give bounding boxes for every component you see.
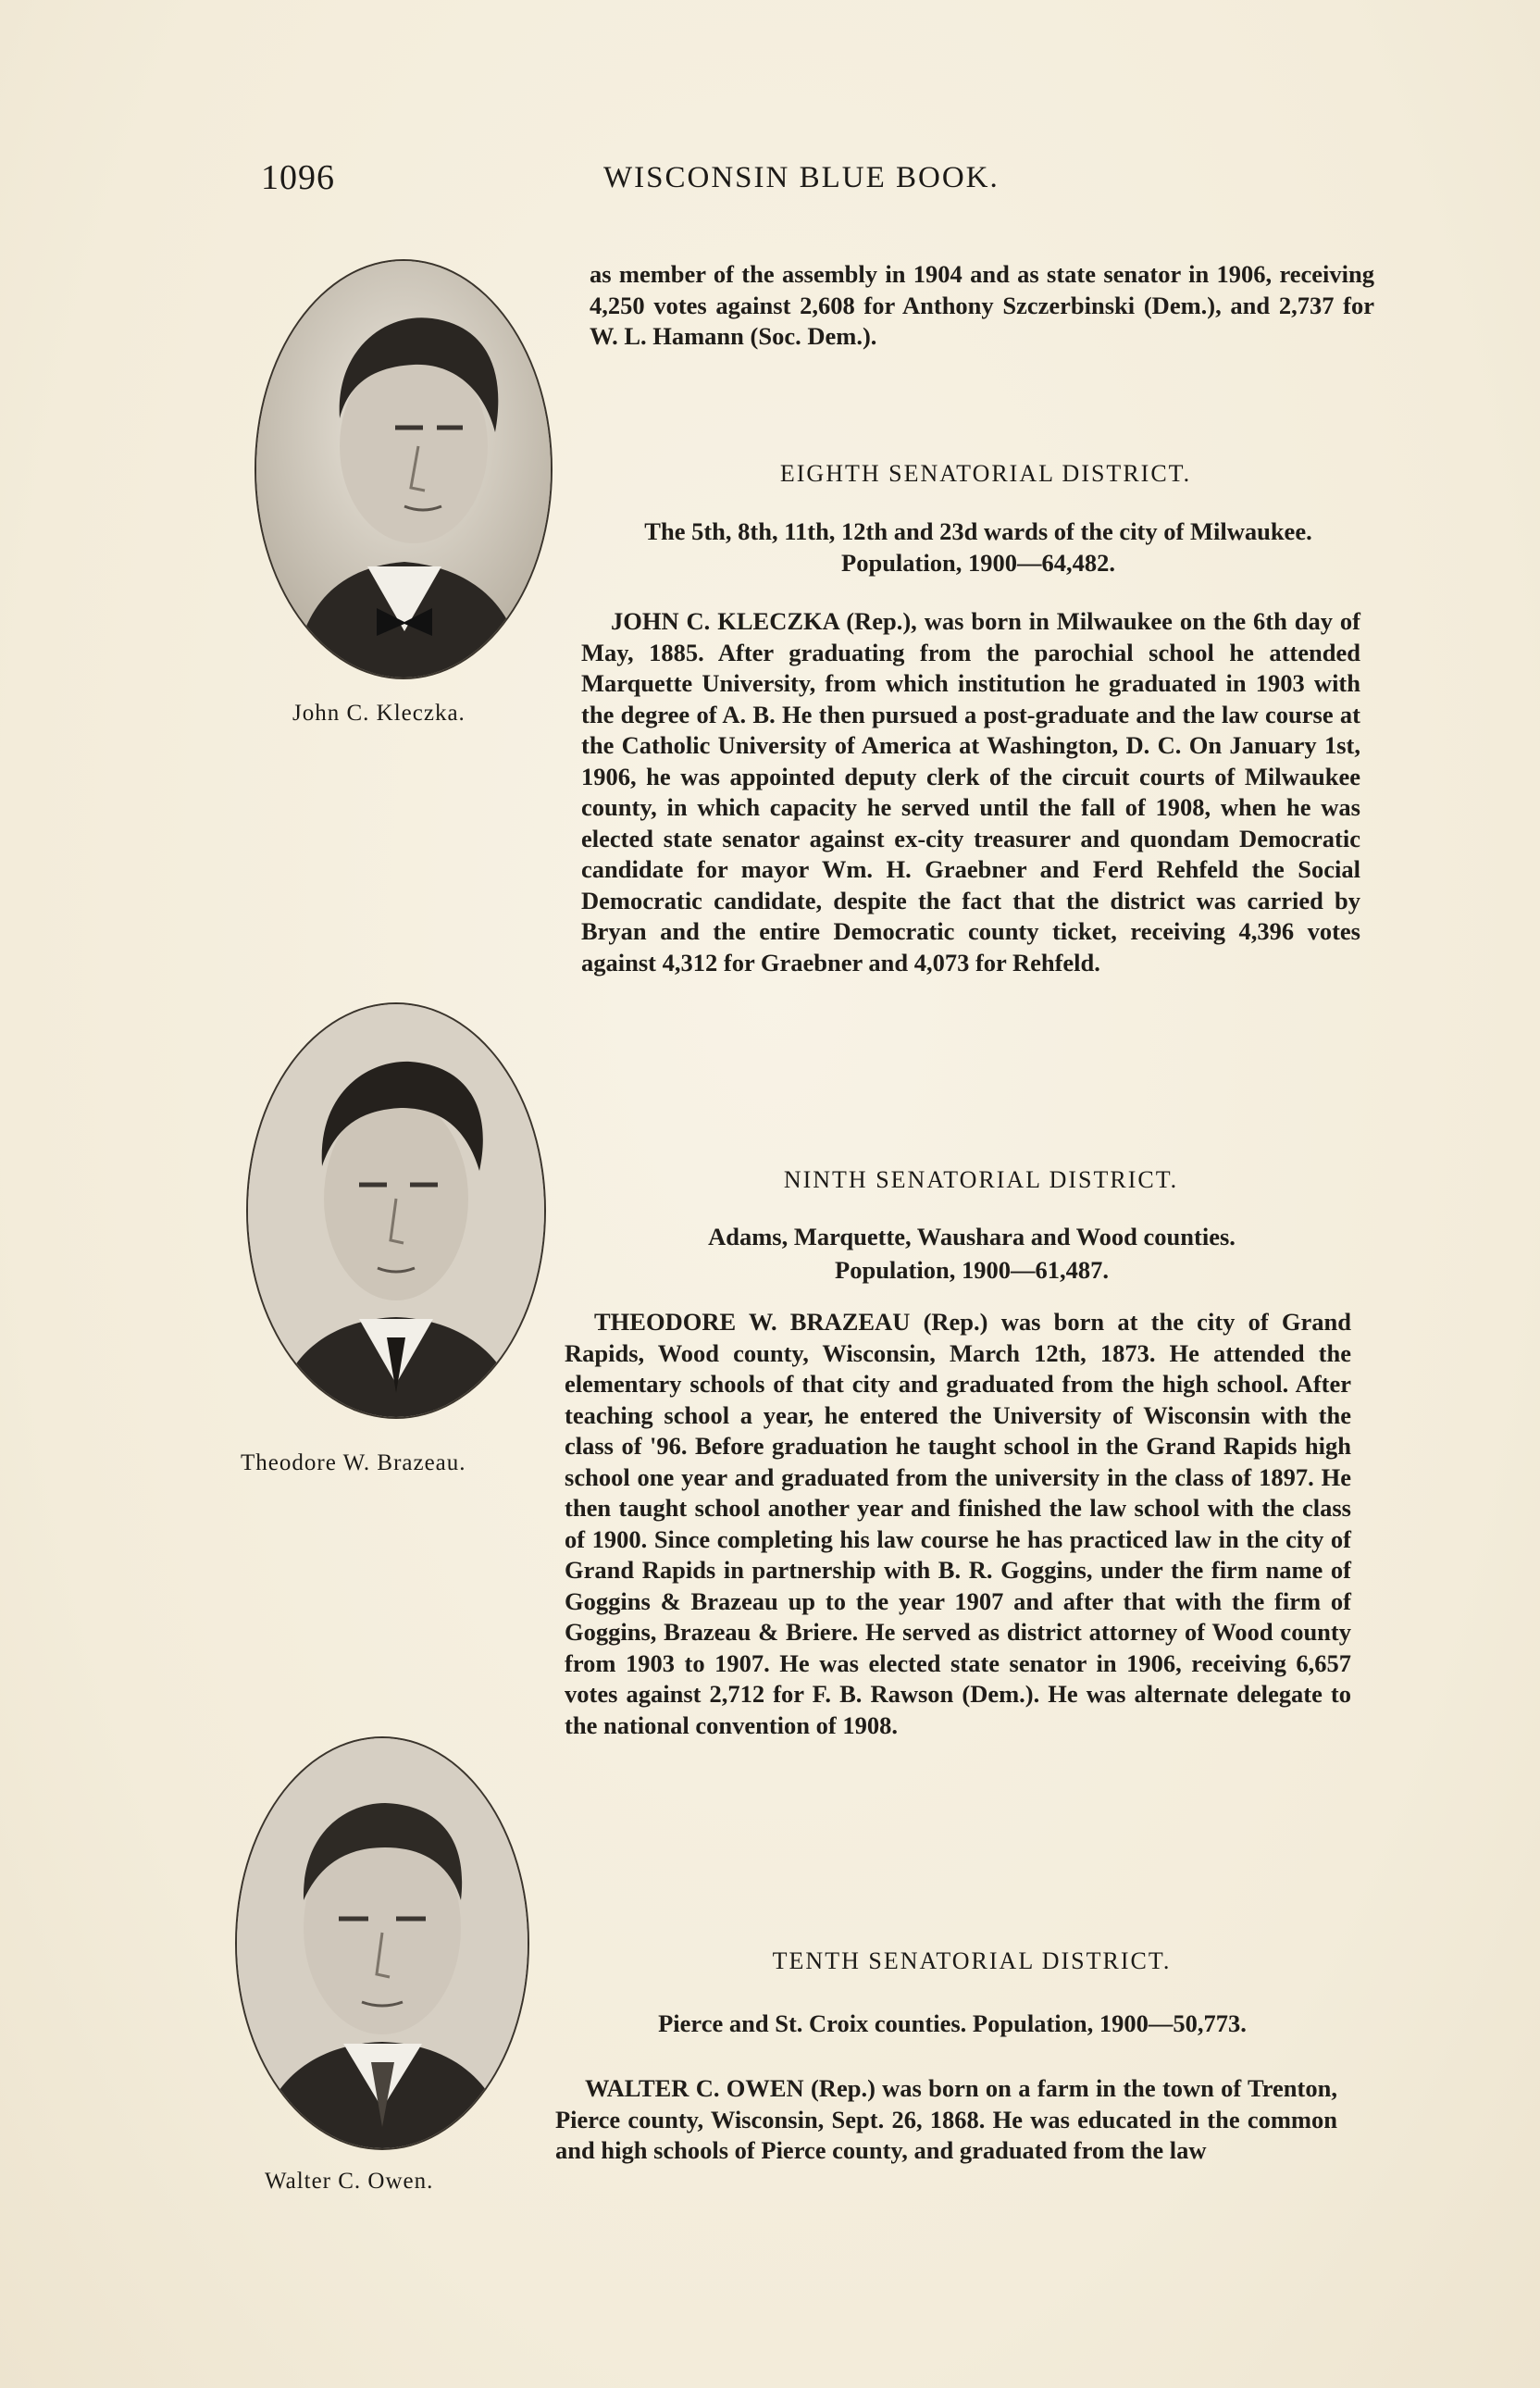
biography-john-kleczka: JOHN C. KLECZKA (Rep.), was born in Milwaukee on the 6th day of May, 1885. After graduating from the parochial school he attended Marquette University, from which institution he graduated in 1903 with the degree of A. B. He then pursued a post-graduate and the law course at the Catholic University of America at Washington, D. C. On January 1st, 1906, he was appointed deputy clerk of the circuit courts of Milwaukee county, in which capacity he served until the fall of 1908, when he was elected state senator against ex-city treasurer and quondam Democratic candidate for mayor Wm. H. Graebner and Ferd Rehfeld the Social Democratic candidate, despite the fact that the district was carried by Bryan and the entire Democratic county ticket, receiving 4,396 votes against 4,312 for Graebner and 4,073 for Rehfeld. <box>581 607 1360 976</box>
page-number: 1096 <box>261 158 335 197</box>
heading-eighth-district: EIGHTH SENATORIAL DISTRICT. <box>779 460 1192 487</box>
heading-ninth-district: NINTH SENATORIAL DISTRICT. <box>783 1166 1179 1193</box>
biography-walter-owen: WALTER C. OWEN (Rep.) was born on a farm in the town of Trenton, Pierce county, Wisconsin, Sept. 26, 1868. He was educated in the common and high schools of Pierce county, and graduated from the law <box>555 2074 1337 2164</box>
portrait-photo <box>248 1004 544 1417</box>
portrait-theodore-brazeau <box>246 1002 546 1419</box>
tenth-district-description: Pierce and St. Croix counties. Population, 1900—50,773. <box>658 2009 1247 2037</box>
running-title: WISCONSIN BLUE BOOK. <box>603 161 1000 194</box>
intro-paragraph: as member of the assembly in 1904 and as state senator in 1906, receiving 4,250 votes against 2,608 for Anthony Szczerbinski (Dem.), and 2,737 for W. L. Hamann (Soc. Dem.). <box>590 260 1374 350</box>
caption-walter-owen: Walter C. Owen. <box>265 2169 434 2194</box>
caption-john-kleczka: John C. Kleczka. <box>292 701 466 726</box>
portrait-walter-owen <box>235 1736 529 2150</box>
intro-text-block <box>590 259 1374 353</box>
eighth-district-description: The 5th, 8th, 11th, 12th and 23d wards of the city of Milwaukee. Population, 1900—64,482. <box>644 517 1312 577</box>
tenth-district-description-block <box>559 2009 1346 2040</box>
tenth-district-biography-block <box>555 2073 1337 2167</box>
ninth-district-biography-block <box>565 1307 1351 1741</box>
biography-theodore-brazeau: THEODORE W. BRAZEAU (Rep.) was born at the city of Grand Rapids, Wood county, Wisconsin, March 12th, 1873. He attended the elementary schools of that city and graduated from the high school. After teaching school a year, he entered the University of Wisconsin with the class of '96. Before graduation he taught school in the Grand Rapids high school one year and graduated from the university in the class of 1897. He then taught school another year and finished the law school with the class of 1900. Since completing his law course he has practiced law in the city of Grand Rapids in partnership with B. R. Goggins, under the firm name of Goggins & Brazeau up to the year 1907 and after that with the firm of Goggins, Brazeau & Briere. He served as district attorney of Wood county from 1903 to 1907. He was elected state senator in 1906, receiving 6,657 votes against 2,712 for F. B. Rawson (Dem.). He was alternate delegate to the national convention of 1908. <box>565 1308 1351 1739</box>
heading-tenth-district: TENTH SENATORIAL DISTRICT. <box>772 1947 1172 1974</box>
ninth-district-population: Population, 1900—61,487. <box>835 1256 1109 1284</box>
caption-theodore-brazeau: Theodore W. Brazeau. <box>241 1450 466 1475</box>
portrait-photo <box>256 261 551 678</box>
portrait-john-kleczka <box>255 259 553 679</box>
eighth-district-description-block <box>585 516 1372 578</box>
page-header <box>261 157 1325 213</box>
portrait-photo <box>237 1738 528 2148</box>
ninth-district-counties: Adams, Marquette, Waushara and Wood counties. <box>708 1223 1236 1250</box>
eighth-district-biography-block <box>581 606 1360 978</box>
